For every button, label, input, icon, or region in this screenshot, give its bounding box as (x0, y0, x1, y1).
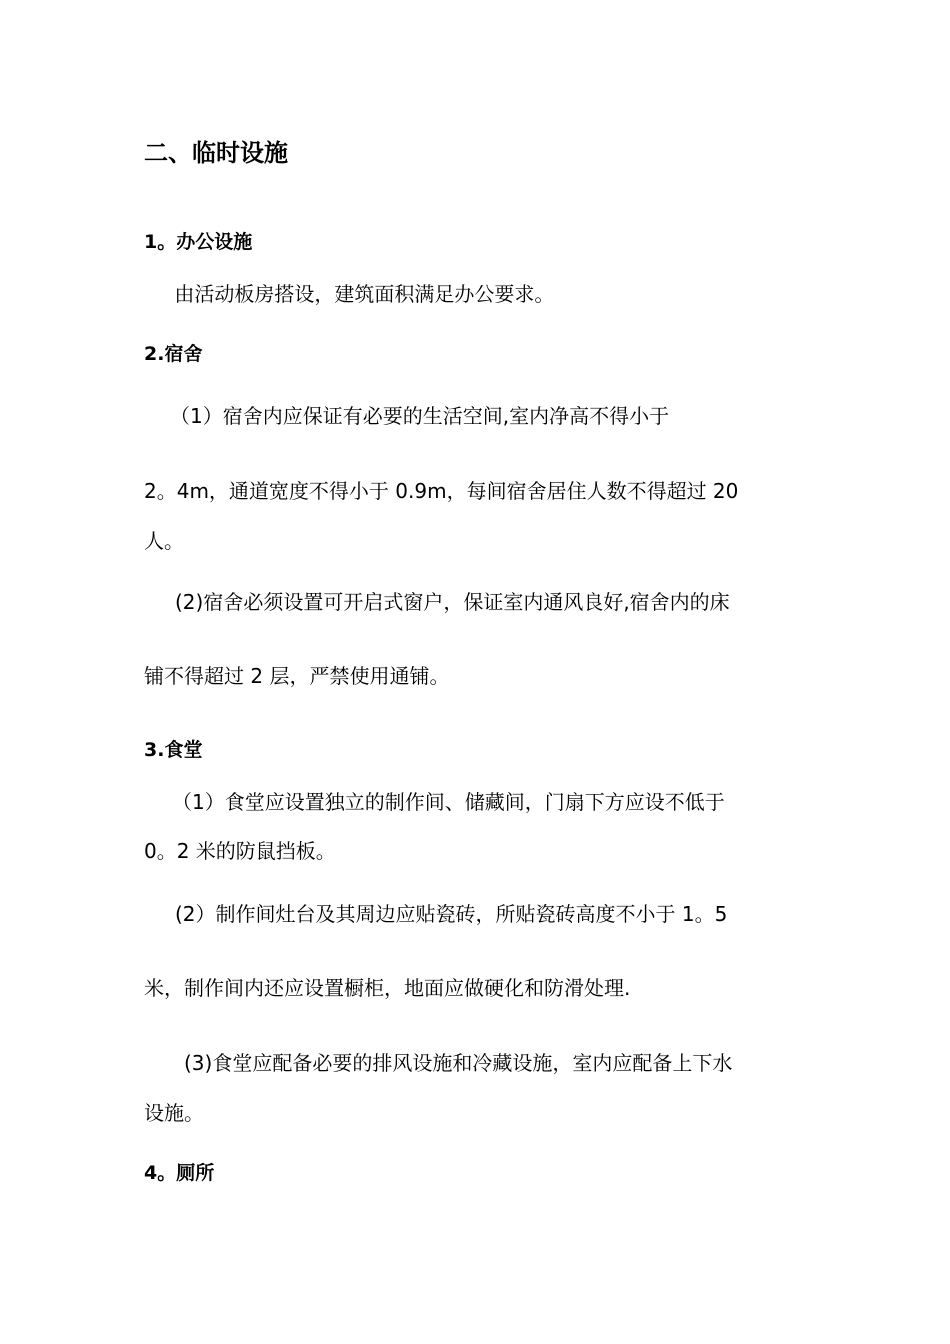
paragraph-line: 人。 (144, 529, 184, 553)
paragraph-line: 米，制作间内还应设置橱柜，地面应做硬化和防滑处理. (144, 976, 631, 1000)
paragraph-line: 由活动板房搭设，建筑面积满足办公要求。 (148, 282, 555, 306)
paragraph-line: 铺不得超过 2 层，严禁使用通铺。 (144, 664, 450, 688)
paragraph-line: 设施。 (144, 1101, 204, 1125)
page-title: 二、临时设施 (144, 139, 288, 167)
section-heading-dormitory: 2.宿舍 (144, 343, 203, 365)
paragraph-line: (2)宿舍必须设置可开启式窗户，保证室内通风良好,宿舍内的床 (155, 590, 730, 614)
paragraph-line: （1）宿舍内应保证有必要的生活空间,室内净高不得小于 (160, 404, 670, 428)
paragraph-line: 0。2 米的防鼠挡板。 (144, 839, 336, 863)
section-heading-canteen: 3.食堂 (144, 739, 203, 761)
section-heading-toilet: 4。厕所 (144, 1162, 215, 1184)
paragraph-line: （1）食堂应设置独立的制作间、储藏间，门扇下方应设不低于 (172, 790, 725, 814)
paragraph-line: (3)食堂应配备必要的排风设施和冷藏设施，室内应配备上下水 (164, 1051, 733, 1075)
paragraph-line: 2。4m，通道宽度不得小于 0.9m，每间宿舍居住人数不得超过 20 (144, 479, 739, 503)
paragraph-line: (2）制作间灶台及其周边应贴瓷砖，所贴瓷砖高度不小于 1。5 (155, 902, 728, 926)
section-heading-office: 1。办公设施 (144, 231, 253, 253)
